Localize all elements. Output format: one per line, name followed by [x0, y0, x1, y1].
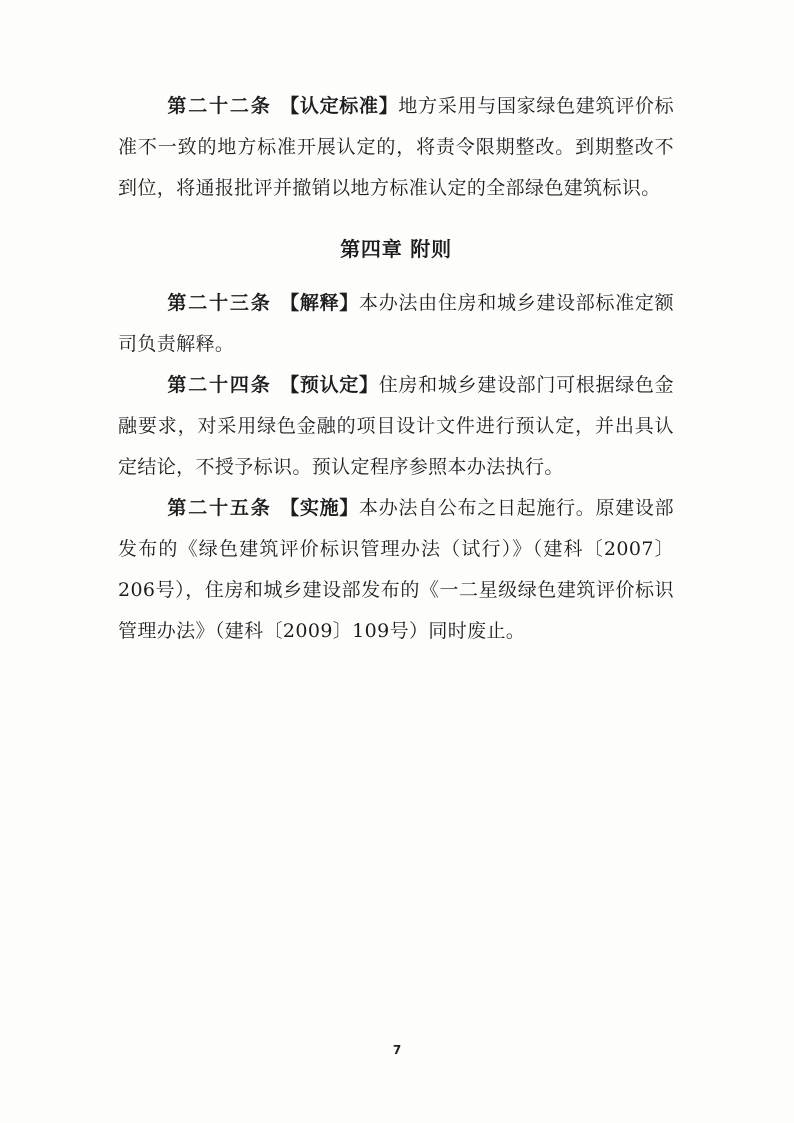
- article-tag: 【认定标准】: [280, 95, 399, 117]
- article-text: 本办法由住房和城乡建设部标准定额司负责解释。: [118, 292, 674, 355]
- article-text: 地方采用与国家绿色建筑评价标准不一致的地方标准开展认定的，将责令限期整改。到期整改不到位，将通报批评并撤销以地方标准认定的全部绿色建筑标识。: [118, 95, 674, 199]
- article-22: [118, 86, 674, 209]
- article-tag: 【解释】: [280, 292, 359, 314]
- article-number: 第二十二条: [167, 95, 272, 117]
- chapter-title: 第四章 附则: [340, 237, 452, 261]
- article-text: 住房和城乡建设部门可根据绿色金融要求，对采用绿色金融的项目设计文件进行预认定，并出具认定结论，不授予标识。预认定程序参照本办法执行。: [118, 374, 674, 478]
- page-number: 7: [392, 1043, 402, 1057]
- article-24: [118, 365, 674, 488]
- article-text: 本办法自公布之日起施行。原建设部发布的《绿色建筑评价标识管理办法（试行）》（建科〔2007〕206号），住房和城乡建设部发布的《一二星级绿色建筑评价标识管理办法》（建科〔2009〕109号）同时废止。: [118, 497, 674, 642]
- page-content: [118, 86, 674, 652]
- article-number: 第二十五条: [167, 497, 272, 519]
- article-23: [118, 283, 674, 365]
- article-number: 第二十四条: [167, 374, 272, 396]
- article-tag: 【预认定】: [280, 374, 379, 396]
- article-tag: 【实施】: [280, 497, 359, 519]
- article-number: 第二十三条: [167, 292, 272, 314]
- article-25: [118, 488, 674, 652]
